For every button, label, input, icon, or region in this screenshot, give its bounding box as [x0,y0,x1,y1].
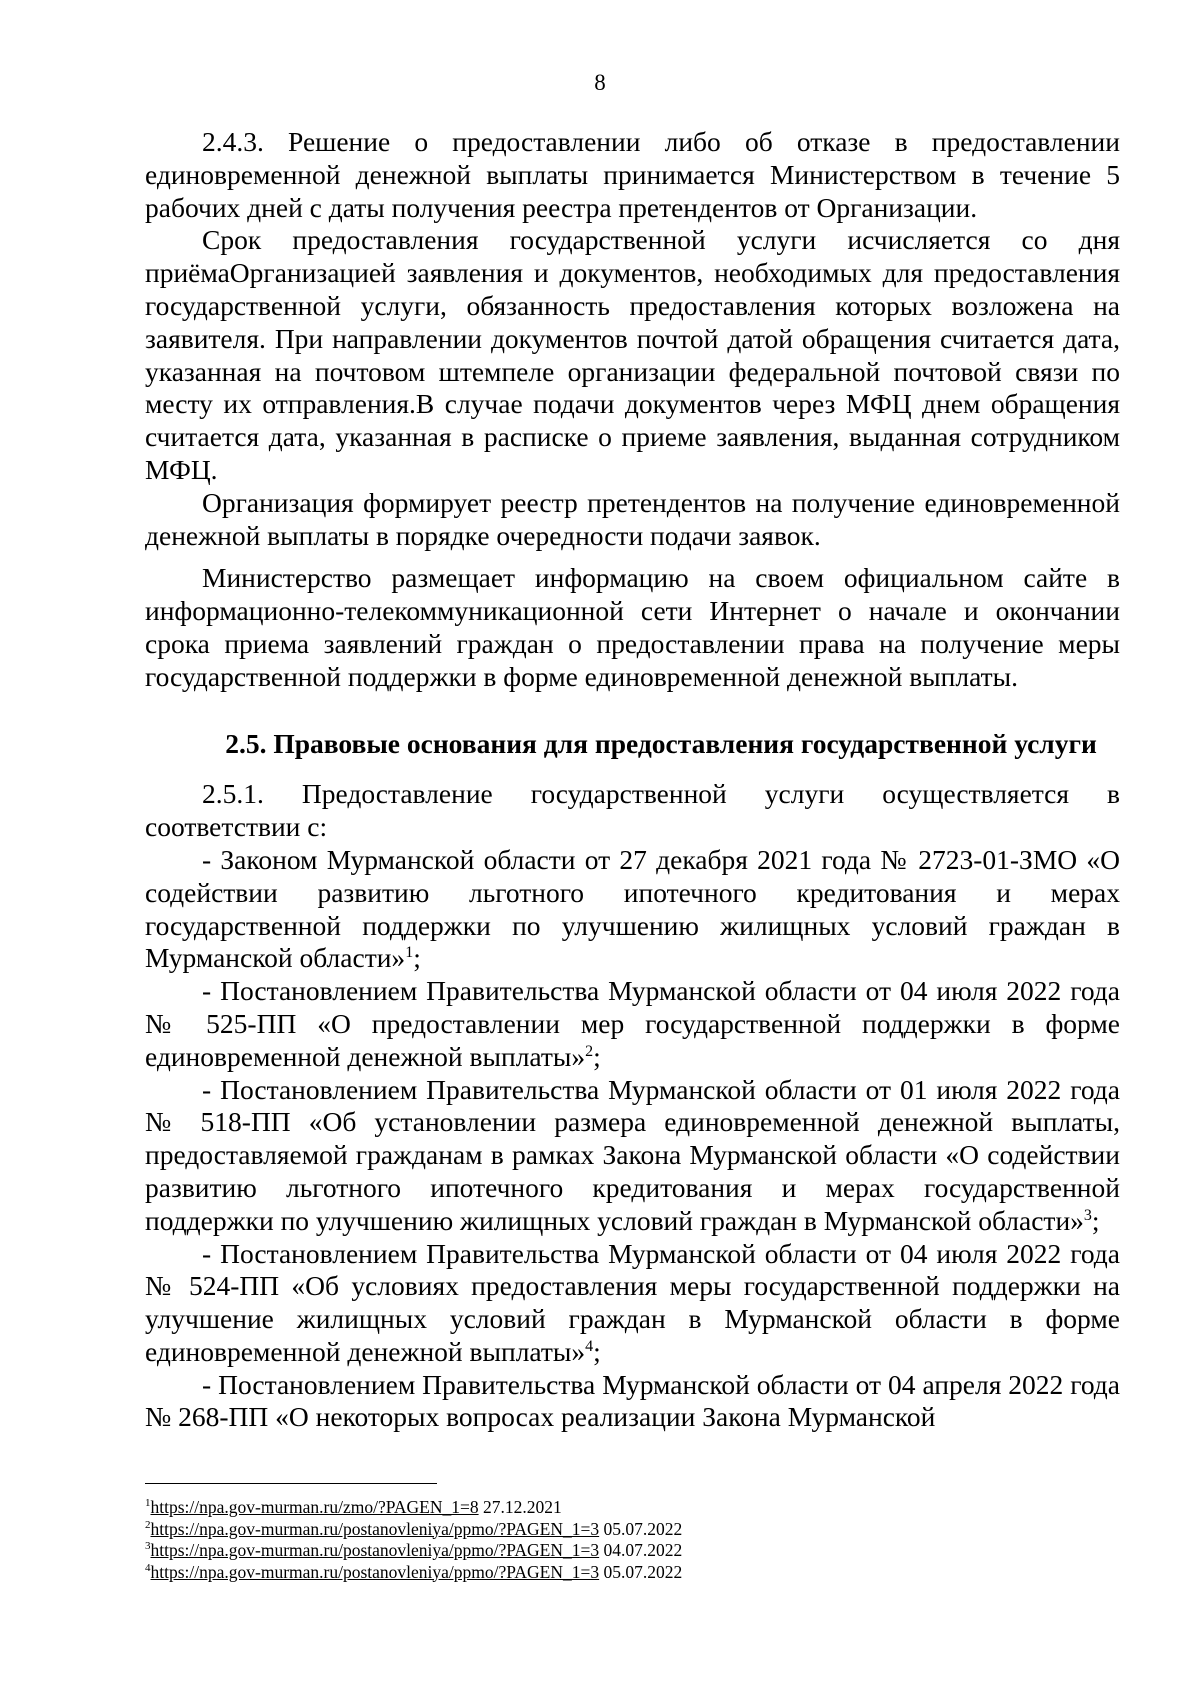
footnote-date: 05.07.2022 [603,1561,683,1582]
footnote-ref[interactable]: 2 [585,1042,594,1060]
paragraph-service-term: Срок предоставления государственной услуги исчисляется со дня приёмаОрганизацией заявления и документов, необходимых для предоставления государственной услуги, обязанность предоставления которых возложена на заявителя. При направлении документов почтой датой обращения считается дата, указанная на почтовом штемпеле организации федеральной почтовой связи по месту их отправления.В случае подачи документов через МФЦ днем обращения считается дата, указанная в расписке о приеме заявления, выданная сотрудником МФЦ. [145,224,1120,485]
footnote [145,1540,1045,1562]
legal-basis-item-end: ; [1091,1204,1100,1236]
legal-basis-item [145,1074,1120,1238]
footnote-date: 05.07.2022 [603,1518,683,1539]
legal-basis-item [145,844,1120,975]
legal-basis-item-text: - Постановлением Правительства Мурманской области от 04 апреля 2022 года № 268-ПП «О некоторых вопросах реализации Закона Мурманской [145,1368,1120,1433]
legal-basis-item-end: ; [593,1335,601,1367]
footnote-link[interactable]: https://npa.gov-murman.ru/postanovleniya/ppmo/?PAGEN_1=3 [150,1540,600,1560]
legal-basis-intro: 2.5.1. Предоставление государственной услуги осуществляется в соответствии с: [145,778,1120,843]
footnote-number: 2 [145,1518,151,1531]
section-heading: 2.5. Правовые основания для предоставления государственной услуги [225,727,1097,759]
legal-basis-item-text: - Постановлением Правительства Мурманской области от 04 июля 2022 года № 524-ПП «Об условиях предоставления меры государственной поддержки на улучшение жилищных условий граждан в Мурманской области в форме единовременной денежной выплаты» [145,1237,1120,1367]
footnote-date: 04.07.2022 [603,1540,683,1560]
footnote-number: 4 [145,1561,151,1574]
legal-basis-item-end: ; [593,1040,601,1072]
legal-basis-item-end: ; [413,942,421,974]
footnote-number: 1 [145,1497,151,1510]
footnote-link[interactable]: https://npa.gov-murman.ru/zmo/?PAGEN_1=8 [150,1497,479,1517]
footnote-number: 3 [145,1540,151,1553]
footnote-ref[interactable]: 1 [405,944,414,962]
footnote [145,1497,1045,1519]
footnote-date: 27.12.2021 [482,1497,562,1517]
footnote-ref[interactable]: 3 [1083,1206,1092,1224]
document-body [145,126,1120,1434]
paragraph-ministry-info: Министерство размещает информацию на своем официальном сайте в информационно-телекоммуникационной сети Интернет о начале и окончании срока приема заявлений граждан о предоставлении права на получение меры государственной поддержки в форме единовременной денежной выплаты. [145,562,1120,692]
footnote-link[interactable]: https://npa.gov-murman.ru/postanovleniya/ppmo/?PAGEN_1=3 [150,1561,600,1582]
legal-basis-item [145,1238,1120,1369]
footnote-ref[interactable]: 4 [585,1337,594,1355]
legal-basis-item-text: - Постановлением Правительства Мурманской области от 04 июля 2022 года № 525-ПП «О предоставлении мер государственной поддержки в форме единовременной денежной выплаты» [145,975,1120,1072]
legal-basis-item-text: - Законом Мурманской области от 27 декабря 2021 года № 2723-01-ЗМО «О содействии развитию льготного ипотечного кредитования и мерах государственной поддержки по улучшению жилищных условий граждан в Мурманской области» [145,843,1120,974]
legal-basis-item [145,1369,1120,1435]
legal-basis-item [145,975,1120,1073]
paragraph-registry: Организация формирует реестр претендентов на получение единовременной денежной выплаты в порядке очередности подачи заявок. [145,486,1120,551]
paragraph-decision-term: 2.4.3. Решение о предоставлении либо об отказе в предоставлении единовременной денежной выплаты принимается Министерством в течение 5 рабочих дней с даты получения реестра претендентов от Организации. [145,126,1120,223]
footnote-separator [145,1483,437,1484]
legal-basis-item-text: - Постановлением Правительства Мурманской области от 01 июля 2022 года № 518-ПП «Об установлении размера единовременной денежной выплаты, предоставляемой гражданам в рамках Закона Мурманской области «О содействии развитию льготного ипотечного кредитования и мерах государственной поддержки по улучшению жилищных условий граждан в Мурманской области» [145,1073,1120,1236]
footnote [145,1562,1045,1584]
page-number: 8 [594,70,606,95]
footnote-link[interactable]: https://npa.gov-murman.ru/postanovleniya/ppmo/?PAGEN_1=3 [150,1518,600,1539]
footnote [145,1519,1045,1541]
footnotes [145,1497,1045,1583]
